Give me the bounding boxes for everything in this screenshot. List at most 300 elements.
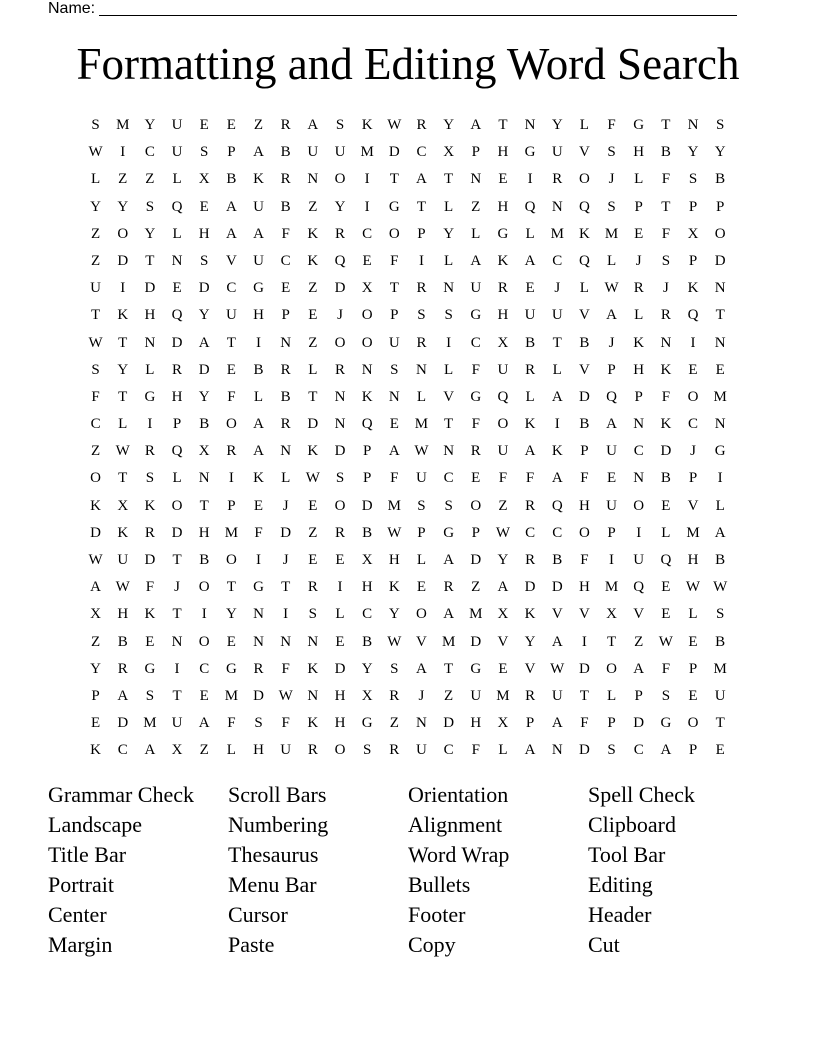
grid-letter: C — [443, 742, 454, 759]
grid-letter: E — [335, 633, 345, 650]
grid-letter: Y — [334, 198, 346, 215]
grid-letter: D — [117, 252, 129, 269]
grid-letter: I — [446, 334, 452, 351]
grid-letter: X — [117, 497, 129, 514]
grid-letter: P — [417, 524, 426, 541]
grid-letter: L — [226, 742, 236, 759]
grid-letter: Y — [90, 660, 101, 677]
grid-letter: G — [253, 280, 264, 297]
grid-letter: S — [661, 687, 671, 704]
grid-letter: S — [91, 117, 100, 133]
grid-letter: B — [280, 144, 291, 161]
grid-letter: A — [443, 606, 455, 623]
grid-letter: K — [388, 579, 400, 596]
grid-letter: E — [199, 198, 209, 215]
grid-letter: E — [498, 660, 508, 677]
grid-letter: J — [608, 334, 615, 351]
grid-letter: X — [497, 715, 509, 732]
grid-letter: I — [228, 470, 234, 487]
grid-letter: L — [715, 497, 725, 514]
grid-letter: I — [364, 198, 370, 215]
grid-letter: K — [524, 606, 536, 623]
grid-letter: T — [226, 334, 236, 351]
grid-letter: P — [688, 198, 698, 215]
grid-letter: G — [470, 388, 482, 405]
grid-letter: F — [227, 388, 236, 405]
grid-letter: O — [334, 171, 346, 188]
grid-letter: Y — [497, 552, 509, 568]
grid-letter: V — [578, 307, 590, 324]
grid-letter: C — [280, 252, 291, 269]
grid-letter: F — [661, 171, 671, 188]
grid-letter: P — [607, 524, 616, 541]
word-list-item: Header — [588, 902, 652, 927]
grid-letter: F — [91, 388, 100, 405]
grid-letter: X — [361, 552, 373, 568]
grid-letter: E — [606, 470, 617, 487]
grid-letter: G — [714, 443, 726, 460]
grid-letter: D — [171, 524, 183, 541]
grid-letter: I — [256, 334, 262, 351]
grid-letter: J — [282, 497, 289, 514]
grid-letter: H — [470, 715, 482, 732]
grid-letter: N — [253, 606, 264, 623]
word-list-item: Spell Check — [588, 782, 695, 807]
grid-letter: B — [280, 388, 291, 405]
grid-letter: A — [551, 470, 563, 487]
grid-letter: U — [714, 687, 726, 704]
grid-letter: T — [661, 117, 671, 133]
grid-letter: B — [253, 361, 264, 378]
grid-letter: R — [525, 497, 536, 514]
word-list-item: Scroll Bars — [228, 782, 327, 807]
grid-letter: H — [198, 524, 210, 541]
grid-letter: N — [171, 633, 183, 650]
grid-letter: Q — [687, 307, 699, 324]
grid-letter: N — [280, 334, 292, 351]
word-list-item: Paste — [228, 932, 275, 957]
grid-letter: C — [226, 280, 237, 297]
grid-letter: D — [253, 687, 264, 704]
word-list-item: Copy — [408, 932, 456, 957]
grid-letter: P — [471, 524, 480, 541]
grid-letter: E — [226, 117, 236, 133]
grid-letter: Y — [90, 198, 101, 215]
grid-letter: R — [280, 117, 291, 133]
grid-letter: P — [362, 470, 372, 487]
grid-letter: Y — [144, 117, 156, 133]
grid-letter: X — [606, 606, 617, 623]
grid-letter: P — [227, 497, 236, 514]
grid-letter: C — [443, 470, 454, 487]
grid-letter: I — [364, 171, 370, 188]
grid-letter: S — [607, 198, 616, 215]
grid-letter: X — [687, 225, 699, 242]
grid-letter: K — [117, 307, 129, 324]
grid-letter: E — [688, 633, 698, 650]
grid-letter: I — [174, 660, 180, 677]
grid-letter: A — [497, 579, 509, 596]
grid-letter: P — [688, 660, 698, 677]
grid-letter: M — [387, 497, 401, 514]
grid-letter: J — [174, 579, 180, 596]
grid-letter: R — [389, 742, 400, 759]
grid-letter: W — [88, 552, 103, 568]
grid-letter: B — [117, 633, 128, 650]
grid-letter: A — [416, 660, 427, 677]
grid-letter: I — [554, 416, 560, 433]
grid-letter: G — [524, 144, 536, 161]
grid-letter: Z — [90, 443, 101, 460]
grid-letter: K — [687, 280, 699, 297]
grid-letter: I — [581, 633, 587, 650]
grid-letter: V — [524, 660, 536, 677]
grid-letter: C — [633, 742, 644, 759]
grid-letter: H — [334, 715, 346, 732]
grid-letter: D — [198, 280, 210, 297]
grid-letter: G — [144, 660, 156, 677]
grid-letter: B — [715, 171, 726, 188]
grid-letter: U — [633, 552, 645, 568]
grid-letter: T — [444, 171, 454, 188]
grid-letter: X — [171, 742, 183, 759]
grid-letter: B — [199, 416, 210, 433]
grid-letter: E — [688, 687, 698, 704]
grid-letter: T — [90, 307, 101, 324]
grid-letter: A — [714, 524, 726, 541]
grid-letter: A — [443, 552, 455, 568]
grid-letter: Z — [471, 198, 481, 215]
grid-letter: L — [661, 524, 671, 541]
grid-letter: J — [690, 443, 696, 460]
grid-letter: U — [416, 470, 427, 487]
grid-letter: N — [280, 443, 292, 460]
word-list-item: Menu Bar — [228, 872, 317, 897]
grid-letter: P — [172, 416, 182, 433]
grid-letter: F — [281, 715, 290, 732]
grid-letter: K — [361, 388, 373, 405]
grid-letter: A — [660, 742, 672, 759]
grid-letter: W — [550, 660, 565, 677]
grid-letter: N — [416, 361, 427, 378]
grid-letter: T — [389, 280, 399, 297]
grid-letter: U — [606, 443, 617, 460]
grid-letter: E — [226, 361, 236, 378]
grid-letter: R — [497, 280, 508, 297]
grid-letter: K — [90, 742, 101, 759]
grid-letter: C — [688, 416, 699, 433]
grid-letter: O — [198, 579, 210, 596]
grid-letter: E — [308, 497, 318, 514]
grid-letter: P — [227, 144, 236, 161]
grid-letter: R — [525, 687, 536, 704]
grid-letter: T — [416, 198, 427, 215]
grid-letter: K — [253, 171, 264, 188]
grid-letter: R — [280, 361, 291, 378]
grid-letter: M — [686, 524, 700, 541]
grid-letter: T — [172, 687, 182, 704]
grid-letter: G — [225, 660, 237, 677]
grid-letter: N — [714, 416, 726, 433]
grid-letter: Q — [578, 198, 590, 215]
grid-letter: W — [713, 579, 728, 596]
grid-letter: V — [633, 606, 645, 623]
grid-letter: K — [144, 497, 156, 514]
grid-letter: U — [551, 144, 563, 161]
grid-letter: W — [604, 280, 619, 297]
grid-letter: E — [661, 497, 671, 514]
grid-letter: N — [551, 742, 563, 759]
grid-letter: C — [633, 443, 644, 460]
grid-letter: P — [417, 225, 426, 242]
grid-letter: B — [525, 334, 536, 351]
grid-letter: V — [578, 361, 590, 378]
grid-letter: Q — [334, 252, 346, 269]
grid-letter: O — [606, 660, 617, 677]
grid-letter: Z — [389, 715, 399, 732]
grid-letter: H — [198, 225, 210, 242]
word-list-item: Editing — [588, 872, 653, 897]
grid-letter: E — [226, 633, 236, 650]
grid-letter: D — [198, 361, 210, 378]
grid-letter: F — [580, 470, 589, 487]
grid-letter: S — [661, 252, 671, 269]
grid-letter: I — [717, 470, 723, 487]
word-list-item: Center — [48, 902, 107, 927]
grid-letter: D — [280, 524, 292, 541]
grid-letter: O — [334, 742, 346, 759]
grid-letter: P — [634, 198, 643, 215]
grid-letter: A — [551, 633, 563, 650]
word-list-item: Portrait — [48, 872, 114, 897]
grid-letter: S — [417, 497, 426, 514]
grid-letter: C — [199, 660, 210, 677]
grid-letter: W — [685, 579, 701, 596]
grid-letter: T — [715, 715, 725, 732]
grid-letter: N — [551, 198, 563, 215]
grid-letter: N — [307, 687, 319, 704]
grid-letter: V — [416, 633, 427, 650]
grid-letter: O — [361, 334, 373, 351]
grid-letter: T — [715, 307, 725, 324]
grid-letter: F — [471, 742, 480, 759]
grid-letter: I — [201, 606, 207, 623]
grid-letter: L — [416, 552, 427, 568]
grid-letter: C — [525, 524, 536, 541]
grid-letter: A — [253, 225, 264, 242]
grid-letter: X — [361, 687, 373, 704]
grid-letter: M — [143, 715, 157, 732]
grid-letter: Q — [660, 552, 672, 568]
grid-letter: T — [145, 252, 155, 269]
grid-letter: K — [524, 416, 536, 433]
grid-letter: F — [471, 361, 480, 378]
grid-letter: U — [606, 497, 617, 514]
grid-letter: S — [145, 198, 155, 215]
grid-letter: X — [90, 606, 101, 623]
grid-letter: P — [525, 715, 535, 732]
grid-letter: R — [660, 307, 671, 324]
grid-letter: Y — [714, 144, 726, 161]
grid-letter: M — [116, 117, 130, 133]
grid-letter: C — [362, 225, 373, 242]
grid-letter: F — [580, 552, 589, 568]
grid-letter: U — [334, 144, 346, 161]
grid-letter: E — [661, 579, 671, 596]
grid-letter: H — [171, 388, 183, 405]
grid-letter: C — [416, 144, 427, 161]
grid-letter: F — [661, 225, 671, 242]
grid-letter: I — [609, 552, 615, 568]
grid-letter: W — [387, 524, 402, 541]
grid-letter: G — [660, 715, 672, 732]
grid-letter: U — [551, 307, 563, 324]
grid-letter: W — [88, 334, 103, 351]
grid-letter: Y — [198, 307, 210, 324]
grid-letter: D — [578, 660, 590, 677]
grid-letter: Z — [145, 171, 155, 188]
grid-letter: C — [117, 742, 128, 759]
grid-letter: L — [253, 388, 264, 405]
grid-letter: T — [498, 117, 508, 133]
grid-letter: X — [198, 171, 210, 188]
grid-letter: X — [497, 606, 509, 623]
grid-letter: A — [198, 715, 210, 732]
word-list-item: Cut — [588, 932, 620, 957]
grid-letter: G — [633, 117, 645, 133]
grid-letter: D — [578, 742, 590, 759]
grid-letter: S — [607, 144, 616, 161]
grid-letter: D — [90, 524, 101, 541]
grid-letter: L — [606, 252, 617, 269]
grid-letter: M — [441, 633, 456, 650]
grid-letter: W — [387, 117, 402, 133]
grid-letter: J — [282, 552, 289, 568]
grid-letter: O — [90, 470, 101, 487]
grid-letter: L — [172, 470, 182, 487]
grid-letter: R — [334, 524, 345, 541]
grid-letter: W — [414, 443, 429, 460]
grid-letter: A — [253, 416, 264, 433]
grid-letter: E — [90, 715, 101, 732]
grid-letter: W — [115, 443, 130, 460]
grid-letter: H — [687, 552, 699, 568]
grid-letter: C — [552, 524, 563, 541]
grid-letter: A — [225, 225, 237, 242]
word-list-item: Thesaurus — [228, 842, 319, 867]
grid-letter: I — [636, 524, 642, 541]
grid-letter: N — [633, 416, 645, 433]
grid-letter: Z — [90, 252, 101, 269]
grid-letter: D — [334, 443, 346, 460]
grid-letter: L — [471, 225, 481, 242]
grid-letter: A — [225, 198, 237, 215]
grid-letter: N — [633, 470, 645, 487]
grid-letter: O — [497, 416, 509, 433]
grid-letter: R — [144, 443, 155, 460]
grid-letter: B — [579, 334, 590, 351]
grid-letter: P — [634, 388, 643, 405]
grid-letter: U — [90, 280, 101, 297]
grid-letter: U — [470, 280, 482, 297]
grid-letter: L — [498, 742, 508, 759]
grid-letter: S — [335, 470, 345, 487]
grid-letter: R — [552, 171, 563, 188]
grid-letter: T — [281, 579, 291, 596]
grid-letter: N — [171, 252, 183, 269]
grid-letter: Q — [497, 388, 509, 405]
grid-letter: X — [198, 443, 210, 460]
grid-letter: T — [308, 388, 318, 405]
name-field — [48, 0, 737, 18]
grid-letter: L — [335, 606, 345, 623]
grid-letter: U — [388, 334, 400, 351]
grid-letter: I — [527, 171, 533, 188]
grid-letter: A — [606, 307, 617, 324]
grid-letter: D — [307, 416, 319, 433]
word-list-item: Landscape — [48, 812, 143, 837]
grid-letter: I — [418, 252, 424, 269]
grid-letter: T — [552, 334, 562, 351]
grid-letter: M — [360, 144, 374, 161]
grid-letter: L — [416, 388, 427, 405]
grid-letter: L — [90, 171, 101, 188]
grid-letter: Y — [144, 225, 156, 242]
grid-letter: S — [716, 606, 725, 623]
grid-letter: C — [470, 334, 481, 351]
grid-letter: S — [390, 361, 399, 378]
grid-letter: M — [224, 524, 239, 541]
grid-letter: A — [416, 171, 427, 188]
grid-letter: G — [497, 225, 509, 242]
grid-letter: P — [716, 198, 725, 215]
grid-letter: H — [578, 497, 590, 514]
grid-letter: R — [253, 660, 264, 677]
grid-letter: S — [91, 361, 100, 378]
grid-letter: T — [389, 171, 399, 188]
grid-letter: A — [633, 660, 645, 677]
grid-letter: Y — [443, 225, 455, 242]
grid-letter: U — [253, 252, 264, 269]
grid-letter: O — [578, 171, 590, 188]
grid-letter: Z — [634, 633, 644, 650]
grid-letter: D — [334, 280, 346, 297]
grid-letter: Z — [308, 334, 318, 351]
grid-letter: L — [579, 280, 589, 297]
grid-letter: K — [307, 715, 319, 732]
grid-letter: U — [171, 715, 183, 732]
word-list-item: Bullets — [408, 872, 471, 897]
grid-letter: R — [389, 687, 400, 704]
grid-letter: W — [495, 524, 510, 541]
grid-letter: S — [607, 742, 616, 759]
grid-letter: U — [307, 144, 319, 161]
grid-letter: E — [199, 687, 209, 704]
grid-letter: O — [714, 225, 726, 242]
grid-letter: O — [117, 225, 129, 242]
grid-letter: U — [171, 144, 183, 161]
grid-letter: S — [417, 307, 426, 324]
grid-letter: H — [388, 552, 400, 568]
grid-letter: A — [90, 579, 101, 596]
grid-letter: B — [362, 633, 373, 650]
grid-letter: I — [690, 334, 696, 351]
grid-letter: S — [145, 687, 155, 704]
grid-letter: C — [362, 606, 373, 623]
grid-letter: L — [172, 171, 182, 188]
grid-letter: E — [308, 552, 318, 568]
grid-letter: F — [607, 117, 616, 133]
